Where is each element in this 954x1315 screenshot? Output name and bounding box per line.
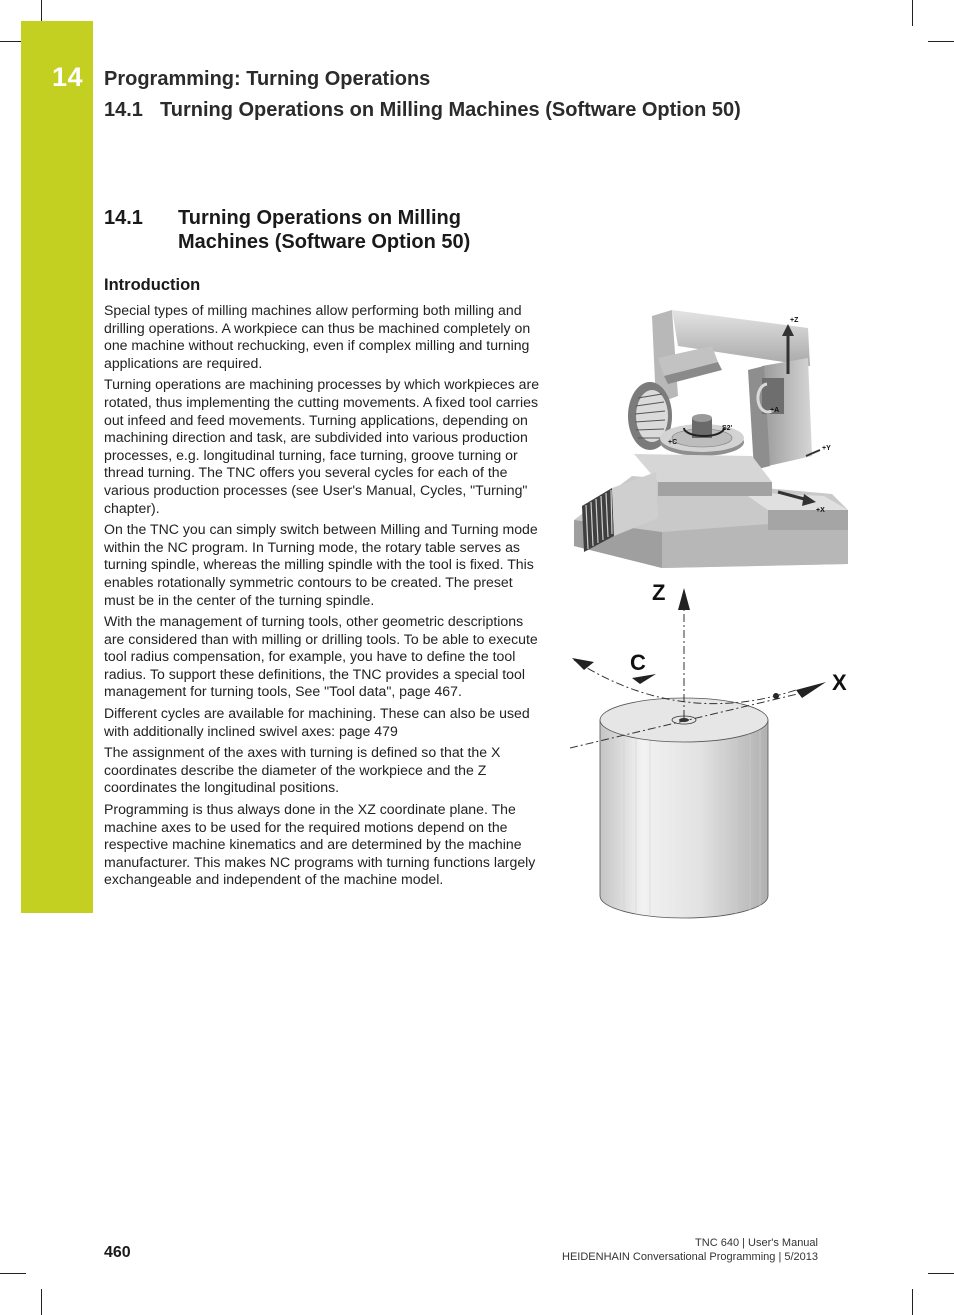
crop-mark: [41, 1289, 42, 1315]
chapter-title: Programming: Turning Operations: [104, 68, 431, 90]
crop-mark: [912, 1289, 913, 1315]
milling-turning-machine-figure: [572, 306, 848, 574]
section-title-line2: Machines (Software Option 50): [178, 231, 471, 253]
axis-label-plus-a: +A: [770, 407, 780, 414]
crop-mark: [912, 0, 913, 26]
paragraph: With the management of turning tools, other geometric descriptions are considered than with milling or drilling tools. To be able to execute tool radius compensation, for example, you have to define the tool radius. To support these definitions, the TNC provides a special tool management for turning tools, See "Tool data", page 467.: [104, 613, 538, 700]
axis-label-plus-x: +X: [816, 507, 825, 514]
running-header-title: Turning Operations on Milling Machines (Software Option 50): [160, 99, 741, 121]
body-text: [104, 302, 546, 893]
crop-mark: [928, 41, 954, 42]
paragraph: On the TNC you can simply switch between Milling and Turning mode within the NC program. In Turning mode, the rotary table serves as turning spindle, whereas the milling spindle with the tool is fixed. This enables rotationally symmetric contours to be created. The preset must be in the center of the turning spindle.: [104, 521, 538, 608]
section-title-line1: Turning Operations on Milling: [178, 207, 461, 229]
crop-mark: [0, 1273, 26, 1274]
page-number: 460: [104, 1244, 131, 1261]
axis-label-plus-z: +Z: [790, 317, 799, 324]
footer-line1: TNC 640 | User's Manual: [695, 1237, 818, 1249]
axis-label-plus-y: +Y: [822, 445, 831, 452]
axis-label-z: Z: [652, 580, 666, 605]
introduction-heading: Introduction: [104, 276, 201, 294]
chapter-tab-bar: [21, 21, 93, 913]
paragraph: Different cycles are available for machining. These can also be used with additionally inclined swivel axes: page 479: [104, 705, 530, 739]
footer-line2: HEIDENHAIN Conversational Programming | 5/2013: [562, 1251, 818, 1263]
crop-mark: [928, 1273, 954, 1274]
paragraph: The assignment of the axes with turning is defined so that the X coordinates describe the diameter of the workpiece and the Z coordinates the longitudinal positions.: [104, 744, 501, 796]
axis-label-x: X: [832, 670, 847, 695]
turning-axes-figure: [570, 578, 860, 924]
footer-info: [562, 1236, 818, 1264]
section-number: 14.1: [104, 207, 143, 229]
paragraph: Special types of milling machines allow performing both milling and drilling operations. A workpiece can thus be machined completely on one machine without rechucking, even if complex milling and turning applications are required.: [104, 302, 531, 371]
chapter-number: 14: [52, 62, 84, 92]
axis-label-plus-c: +C: [668, 439, 678, 446]
running-header-section: [104, 99, 741, 122]
running-header-number: 14.1: [104, 99, 143, 121]
paragraph: Turning operations are machining processes by which workpieces are rotated, thus implementing the cutting movements. A fixed tool carries out infeed and feed movements. Turning applications, depending on machining direction and task, are subdivided into various production processes, e.g. longitudinal turning, face turning, groove turning or thread turning. The TNC offers you several cycles for each of the various production processes (see User's Manual, Cycles, "Turning" chapter).: [104, 376, 540, 516]
spindle-label: S2': [722, 425, 733, 432]
axis-label-c: C: [630, 650, 646, 675]
paragraph: Programming is thus always done in the XZ coordinate plane. The machine axes to be used for the required motions depend on the respective machine kinematics and are determined by the machine manufacturer. This makes NC programs with turning functions largely exchangeable and independent of the machine model.: [104, 801, 536, 888]
